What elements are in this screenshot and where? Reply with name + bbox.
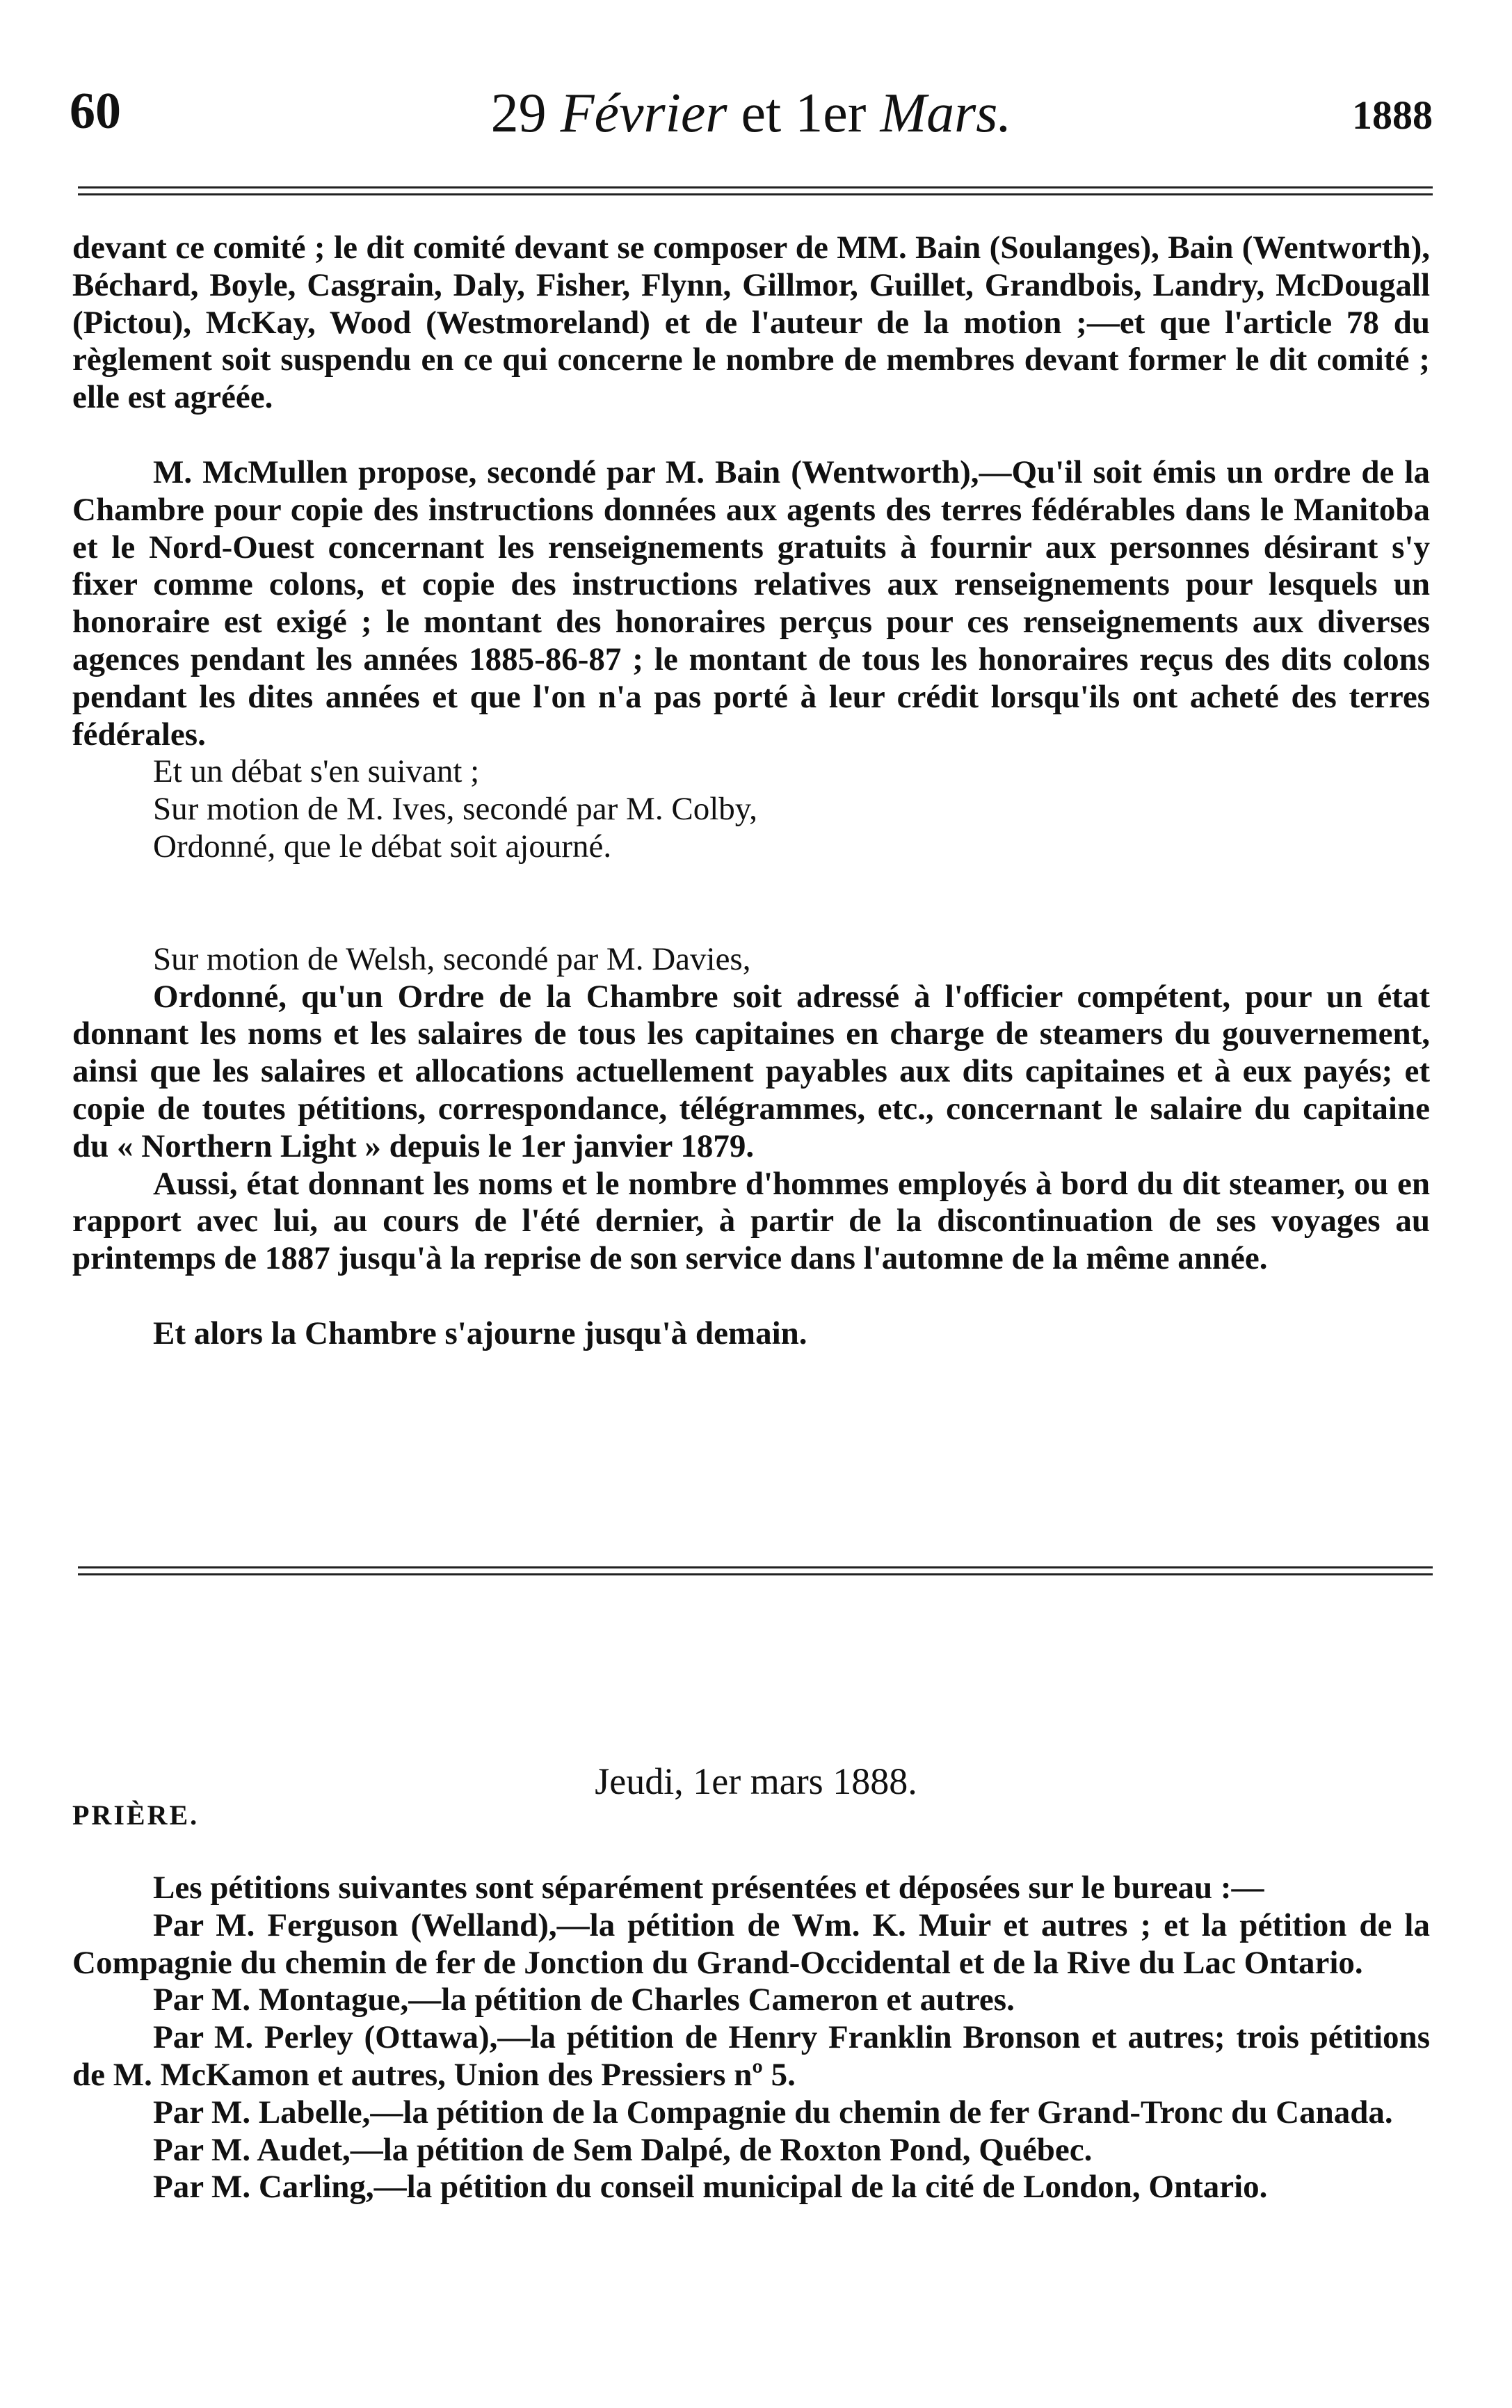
- paragraph-committee: devant ce comité ; le dit comité devant se composer de MM. Bain (Soulanges), Bain (Wentworth), Béchard, Boyle, Casgrain, Daly, Fisher, Flynn, Gillmor, Guillet, Grandbois, Landry, McDougall (Pictou), McKay, Wood (Westmoreland) et de l'auteur de la motion ;—et que l'article 78 du règlement soit suspendu en ce qui concerne le nombre de membres devant former le dit comité ; elle est agréée.: [72, 230, 1430, 416]
- title-date: 29: [490, 83, 561, 144]
- paragraph-house-adjourns: Et alors la Chambre s'ajourne jusqu'à demain.: [153, 1315, 807, 1351]
- page-title: [70, 82, 1433, 145]
- paragraph-steamer-staff: Aussi, état donnant les noms et le nombre d'hommes employés à bord du dit steamer, ou en rapport avec lui, au cours de l'été dernier, à partir de la discontinuation de ses voyages au printemps de 1887 jusqu'à la reprise de son service dans l'automne de la même année.: [72, 1165, 1430, 1277]
- section-rule-bottom: [78, 1573, 1433, 1575]
- paragraph-adjourn-debate: Ordonné, que le débat soit ajourné.: [153, 828, 612, 865]
- section-proceedings: [72, 230, 1430, 1353]
- section-petitions: [72, 1870, 1430, 2206]
- title-day: 1er: [795, 83, 867, 144]
- running-header: [70, 82, 1433, 145]
- paragraph-order: Ordonné, qu'un Ordre de la Chambre soit adressé à l'officier compétent, pour un état donnant les noms et les salaires de tous les capitaines en charge de steamers du gouvernement, ainsi que les salaires et allocations actuellement payables aux dits capitaines et à eux payés; et copie de toutes pétitions, correspondance, télégrammes, etc., concernant le salaire du capitaine du « Northern Light » depuis le 1er janvier 1879.: [72, 978, 1430, 1164]
- paragraph-mcmullen-motion: M. McMullen propose, secondé par M. Bain (Wentworth),—Qu'il soit émis un ordre de la Chambre pour copie des instructions données aux agents des terres fédérables dans le Manitoba et le Nord-Ouest concernant les renseignements gratuits à fournir aux personnes désirant s'y fixer comme colons, et copie des instructions relatives aux renseignements pour lesquels un honoraire est exigé ; le montant des honoraires perçus pour ces renseignements aux diverses agences pendant les années 1885-86-87 ; le montant de tous les honoraires reçus des dits colons pendant les dites années et que l'on n'a pas porté à leur crédit lorsqu'ils ont acheté des terres fédérales.: [72, 453, 1430, 753]
- header-year: 1888: [1352, 93, 1433, 138]
- title-month: Février: [560, 83, 727, 144]
- title-conj: et: [727, 83, 796, 144]
- paragraph-welsh-motion: Sur motion de Welsh, secondé par M. Davies,: [153, 940, 751, 977]
- paragraph-ives-motion: Sur motion de M. Ives, secondé par M. Colby,: [153, 791, 757, 828]
- petitions-intro: Les pétitions suivantes sont séparément présentées et déposées sur le bureau :—: [153, 1870, 1264, 1906]
- petition-item: Par M. Ferguson (Welland),—la pétition de Wm. K. Muir et autres ; et la pétition de la Compagnie du chemin de fer de Jonction du Grand-Occidental et de la Rive du Lac Ontario.: [72, 1907, 1430, 1981]
- page-number: 60: [70, 83, 121, 140]
- header-rule-top: [78, 186, 1433, 188]
- petition-item: Par M. Carling,—la pétition du conseil municipal de la cité de London, Ontario.: [153, 2169, 1268, 2206]
- petition-item: Par M. Audet,—la pétition de Sem Dalpé, de Roxton Pond, Québec.: [153, 2131, 1093, 2168]
- petition-item: Par M. Labelle,—la pétition de la Compagnie du chemin de fer Grand-Tronc du Canada.: [153, 2094, 1393, 2130]
- sitting-date: Jeudi, 1er mars 1888.: [595, 1760, 917, 1802]
- paragraph-debate: Et un débat s'en suivant ;: [153, 753, 480, 790]
- header-rule-bottom: [78, 193, 1433, 195]
- petition-item: Par M. Montague,—la pétition de Charles Cameron et autres.: [153, 1982, 1015, 2018]
- title-month2: Mars.: [866, 83, 1012, 144]
- priere-label: PRIÈRE.: [72, 1799, 200, 1831]
- section-rule-top: [78, 1566, 1433, 1568]
- petition-item: Par M. Perley (Ottawa),—la pétition de Henry Franklin Bronson et autres; trois pétitions de M. McKamon et autres, Union des Pressiers nº 5.: [72, 2019, 1430, 2093]
